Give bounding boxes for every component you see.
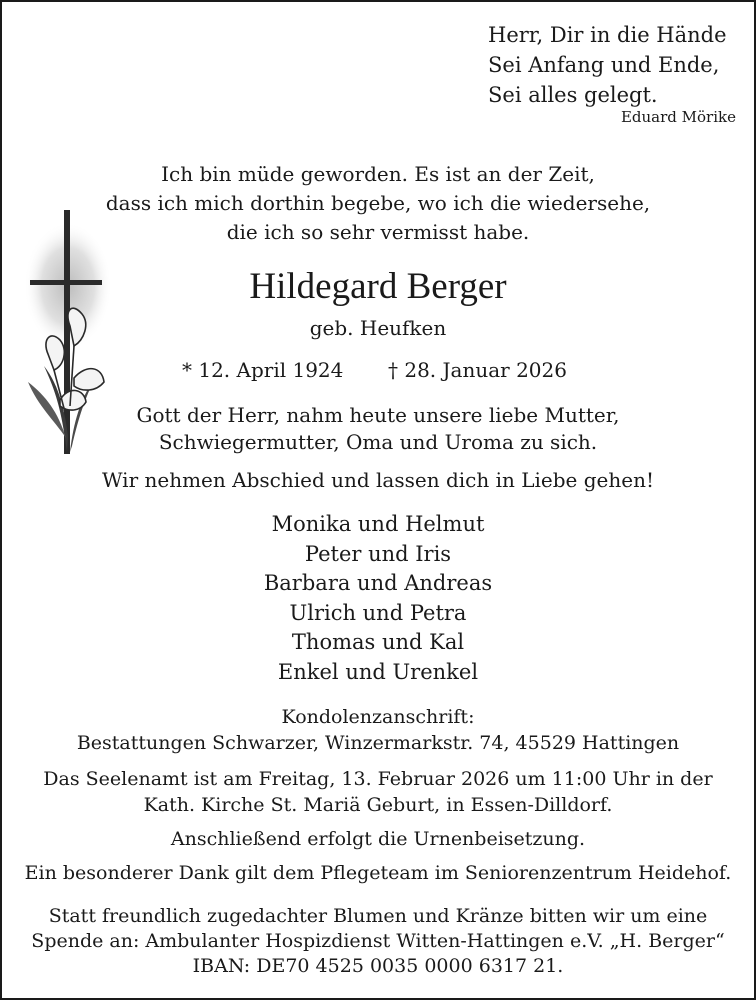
family-member: Monika und Helmut: [271, 512, 485, 536]
service-line: Das Seelenamt ist am Freitag, 13. Februar 2026 um 11:00 Uhr in der: [43, 768, 713, 790]
quote-line: die ich so sehr vermisst habe.: [226, 220, 530, 244]
family-member: Peter und Iris: [304, 541, 452, 566]
family-member: Thomas und Kal: [291, 630, 465, 654]
birth-date: * 12. April 1924: [182, 358, 344, 382]
urn-burial-line: Anschließend erfolgt die Urnenbeisetzung.: [170, 828, 586, 850]
birth-name: geb. Heufken: [309, 316, 447, 340]
poem-author: Eduard Mörike: [620, 108, 736, 126]
poem: [488, 20, 727, 110]
quote-line: Ich bin müde geworden. Es ist an der Zeit,: [161, 162, 595, 186]
condolence-address: [2, 704, 754, 756]
donation-info: [2, 904, 754, 979]
poem-line: Sei alles gelegt.: [488, 83, 658, 107]
service-info: [2, 766, 754, 818]
family-member: Enkel und Urenkel: [277, 659, 479, 684]
donation-line: Spende an: Ambulanter Hospizdienst Witten-Hattingen e.V. „H. Berger“: [31, 930, 725, 952]
announcement-line: Gott der Herr, nahm heute unsere liebe Mutter,: [136, 403, 620, 427]
condolence-label: Kondolenzanschrift:: [281, 706, 475, 728]
poem-line: Sei Anfang und Ende,: [488, 53, 720, 77]
poem-line: Herr, Dir in die Hände: [488, 23, 727, 47]
quote-line: dass ich mich dorthin begebe, wo ich die wiedersehe,: [105, 191, 651, 215]
farewell-line: Wir nehmen Abschied und lassen dich in Liebe gehen!: [101, 468, 655, 492]
announcement: [2, 402, 754, 456]
service-line: Kath. Kirche St. Mariä Geburt, in Essen-Dilldorf.: [143, 794, 613, 816]
family-list: [2, 510, 754, 687]
family-member: Barbara und Andreas: [263, 571, 493, 595]
condolence-address-line: Bestattungen Schwarzer, Winzermarkstr. 74, 45529 Hattingen: [76, 732, 680, 754]
family-member: Ulrich und Petra: [289, 600, 467, 625]
thanks-line: Ein besonderer Dank gilt dem Pflegeteam im Seniorenzentrum Heidehof.: [24, 862, 732, 884]
donation-line: IBAN: DE70 4525 0035 0000 6317 21.: [192, 955, 564, 977]
donation-line: Statt freundlich zugedachter Blumen und Kränze bitten wir um eine: [48, 905, 708, 927]
announcement-line: Schwiegermutter, Oma und Uroma zu sich.: [158, 430, 598, 454]
deceased-name: Hildegard Berger: [249, 266, 507, 307]
death-date: † 28. Januar 2026: [388, 358, 567, 382]
